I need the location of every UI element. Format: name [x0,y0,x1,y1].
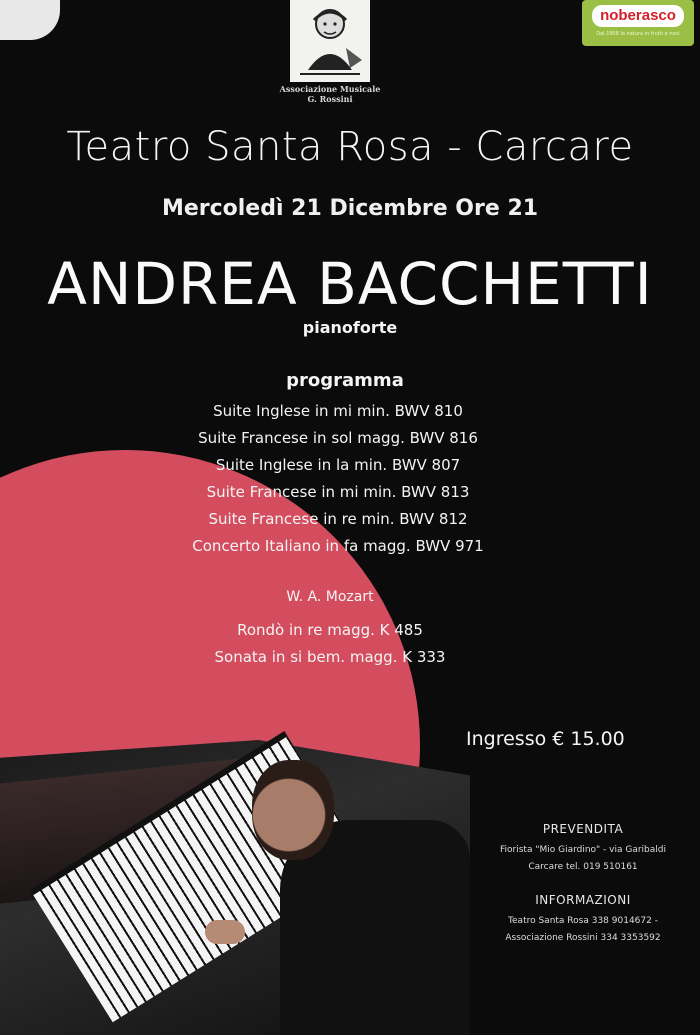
information-line2: Associazione Rossini 334 3353592 [505,933,661,943]
rossini-portrait-logo [290,0,370,82]
association-name-line1: Associazione Musicale [279,84,381,94]
composer-name: W. A. Mozart [286,589,374,605]
pianist-hand [205,920,245,944]
artist-name: ANDREA BACCHETTI [47,250,653,318]
list-item: Concerto Italiano in fa magg. BWV 971 [192,537,484,555]
list-item: Rondò in re magg. K 485 [237,621,423,639]
mozart-works-list [130,617,530,671]
venue-title: Teatro Santa Rosa - Carcare [66,124,634,170]
list-item: Sonata in si bem. magg. K 333 [214,648,446,666]
association-name [250,84,410,104]
list-item: Suite Inglese in mi min. BWV 810 [213,402,463,420]
pianist-head [252,760,334,860]
list-item: Suite Francese in mi min. BWV 813 [206,483,470,501]
association-name-line2: G. Rossini [307,94,353,104]
sponsor-tagline: Dal 1908 la natura in frutti e noci [596,31,680,37]
presale-line2: Carcare tel. 019 510161 [528,862,638,872]
ticket-price: Ingresso € 15.00 [466,728,625,750]
bach-works-list [148,398,528,560]
list-item: Suite Inglese in la min. BWV 807 [215,456,461,474]
list-item: Suite Francese in re min. BWV 812 [208,510,468,528]
information-section [468,893,698,947]
sponsor-name: noberasco [592,5,684,27]
information-line1: Teatro Santa Rosa 338 9014672 - [508,916,658,926]
sponsor-logo [582,0,694,46]
presale-heading: PREVENDITA [542,822,624,836]
information-heading: INFORMAZIONI [535,893,631,907]
presale-section [468,822,698,876]
list-item: Suite Francese in sol magg. BWV 816 [198,429,478,447]
instrument-label: pianoforte [302,318,398,337]
programme-title: programma [286,370,404,391]
event-date: Mercoledì 21 Dicembre Ore 21 [161,196,539,221]
presale-line1: Fiorista "Mio Giardino" - via Garibaldi [500,845,666,855]
corner-logo [0,0,60,40]
rossini-caricature-icon [290,0,370,82]
